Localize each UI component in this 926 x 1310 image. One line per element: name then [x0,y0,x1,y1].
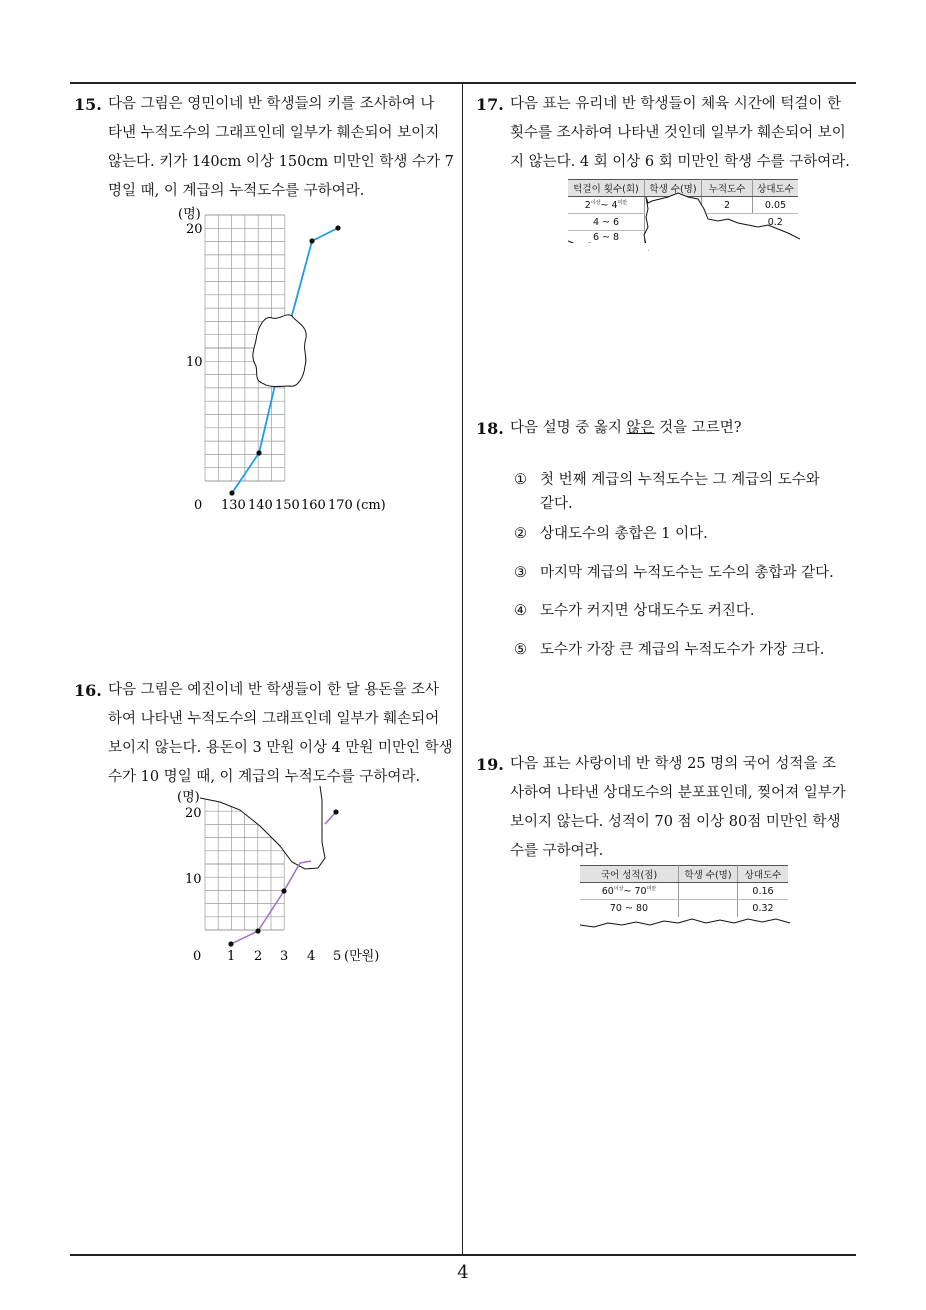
table-cell: 70 ~ 80 [580,900,679,917]
data-point [309,238,314,243]
table-cell: 0.05 [753,197,799,214]
question-text-line: 하여 나타낸 누적도수의 그래프인데 일부가 훼손되어 [108,711,440,727]
choice-mark: ② [514,526,527,542]
data-point [256,450,261,455]
y-tick-label: 20 [186,222,203,237]
question-text-line: 사하여 나타낸 상대도수의 분포표인데, 찢어져 일부가 [510,785,846,801]
choice-text: 도수가 가장 큰 계급의 누적도수가 가장 크다. [540,642,825,658]
choice-5 [514,638,824,662]
origin-label: 0 [193,949,202,964]
data-point [228,941,233,946]
table-header: 학생 수(명) [645,180,702,197]
table-header: 상대도수 [753,180,799,197]
choice-text: 첫 번째 계급의 누적도수는 그 계급의 도수와 [540,472,820,488]
y-tick-label: 10 [186,355,203,370]
question-number: 18. [476,419,504,438]
page-number: 4 [457,1262,469,1283]
origin-label: 0 [194,498,203,513]
table-cell: 2 [702,197,753,214]
table-header: 국어 성적(점) [580,866,679,883]
table-cell: 6 ~ 8 [568,231,645,245]
question-text-line: 보이지 않는다. 성적이 70 점 이상 80점 미만인 학생 [510,814,841,830]
x-tick-label: 3 [280,949,289,964]
y-tick-label: 10 [185,872,202,887]
y-tick-label: 20 [185,806,202,821]
question-number: 19. [476,755,504,774]
q16-cumulative-frequency-graph [170,786,400,966]
column-divider [462,82,463,1256]
question-number: 17. [476,95,504,114]
question-17 [476,90,860,177]
question-text-line: 수를 구하여라. [510,843,604,859]
question-text-line: 다음 표는 유리네 반 학생들이 체육 시간에 턱걸이 한 [510,96,842,112]
x-unit-label: (만원) [344,949,380,964]
q19-relative-frequency-table [580,865,790,935]
question-text-line: 횟수를 조사하여 나타낸 것인데 일부가 훼손되어 보이 [510,125,846,141]
choice-1 [514,468,820,516]
torn-edge [580,865,790,937]
data-point [333,809,338,814]
table-cell: 0.32 [752,902,774,914]
question-text-line: 명일 때, 이 계급의 누적도수를 구하여라. [108,183,365,199]
table-cell: 0.16 [738,883,789,900]
choice-text: 상대도수의 총합은 1 이다. [540,526,708,542]
table-header: 학생 수(명) [679,866,738,883]
choice-text: 같다. [540,496,573,512]
x-tick-label: 170 [328,498,353,513]
x-tick-label: 130 [221,498,246,513]
x-tick-label: 160 [301,498,326,513]
choice-2 [514,522,708,546]
question-text-line: 다음 그림은 영민이네 반 학생들의 키를 조사하여 나 [108,96,435,112]
table-header: 누적도수 [702,180,753,197]
data-point [229,490,234,495]
question-text-line: 다음 그림은 예진이네 반 학생들이 한 달 용돈을 조사 [108,682,440,698]
table-cell: 0.2 [767,216,783,228]
question-number: 16. [74,681,102,700]
damaged-area [200,786,325,869]
x-tick-label: 140 [248,498,273,513]
q17-frequency-table [568,179,798,249]
question-number: 15. [74,95,102,114]
q15-cumulative-frequency-graph [170,200,400,520]
choice-mark: ④ [514,603,527,619]
choice-text: 마지막 계급의 누적도수는 도수의 총합과 같다. [540,565,834,581]
damaged-area [253,315,306,387]
table-cell: 4 ~ 6 [568,214,645,231]
question-text-line: 지 않는다. 4 회 이상 6 회 미만인 학생 수를 구하여라. [510,154,850,170]
y-unit-label: (명) [178,207,201,222]
table-header: 턱걸이 횟수(회) [568,180,645,197]
data-point [335,225,340,230]
x-tick-label: 1 [227,949,236,964]
table-header: 상대도수 [738,866,789,883]
question-18 [476,414,860,443]
question-text-line: 다음 표는 사랑이네 반 학생 25 명의 국어 성적을 조 [510,756,837,772]
question-16 [74,676,458,792]
x-tick-label: 4 [307,949,316,964]
choice-4 [514,599,755,623]
choice-3 [514,561,834,585]
underlined-keyword: 않은 [626,420,655,436]
question-15 [74,90,458,206]
question-stem: 다음 설명 중 옳지 않은 것을 고르면? [510,420,742,436]
x-tick-label: 150 [275,498,300,513]
table-cell: $60^{이상}\sim$ $70^{미만}$ [580,883,679,900]
question-text-line: 않는다. 키가 140cm 이상 150cm 미만인 학생 수가 7 [108,154,454,170]
choice-mark: ① [514,472,527,488]
table-cell: $2^{이상}\sim$ $4^{미만}$ [568,197,645,214]
y-unit-label: (명) [177,790,200,805]
x-tick-label: 5 [333,949,342,964]
torn-edge [568,179,800,251]
question-19 [476,750,860,866]
x-unit-label: (cm) [356,498,386,513]
data-point [255,928,260,933]
data-point [281,888,286,893]
question-text-line: 수가 10 명일 때, 이 계급의 누적도수를 구하여라. [108,769,421,785]
choice-text: 도수가 커지면 상대도수도 커진다. [540,603,755,619]
question-text-line: 보이지 않는다. 용돈이 3 만원 이상 4 만원 미만인 학생 [108,740,453,756]
choice-mark: ③ [514,565,527,581]
question-text-line: 타낸 누적도수의 그래프인데 일부가 훼손되어 보이지 [108,125,440,141]
choice-mark: ⑤ [514,642,527,658]
x-tick-label: 2 [254,949,263,964]
